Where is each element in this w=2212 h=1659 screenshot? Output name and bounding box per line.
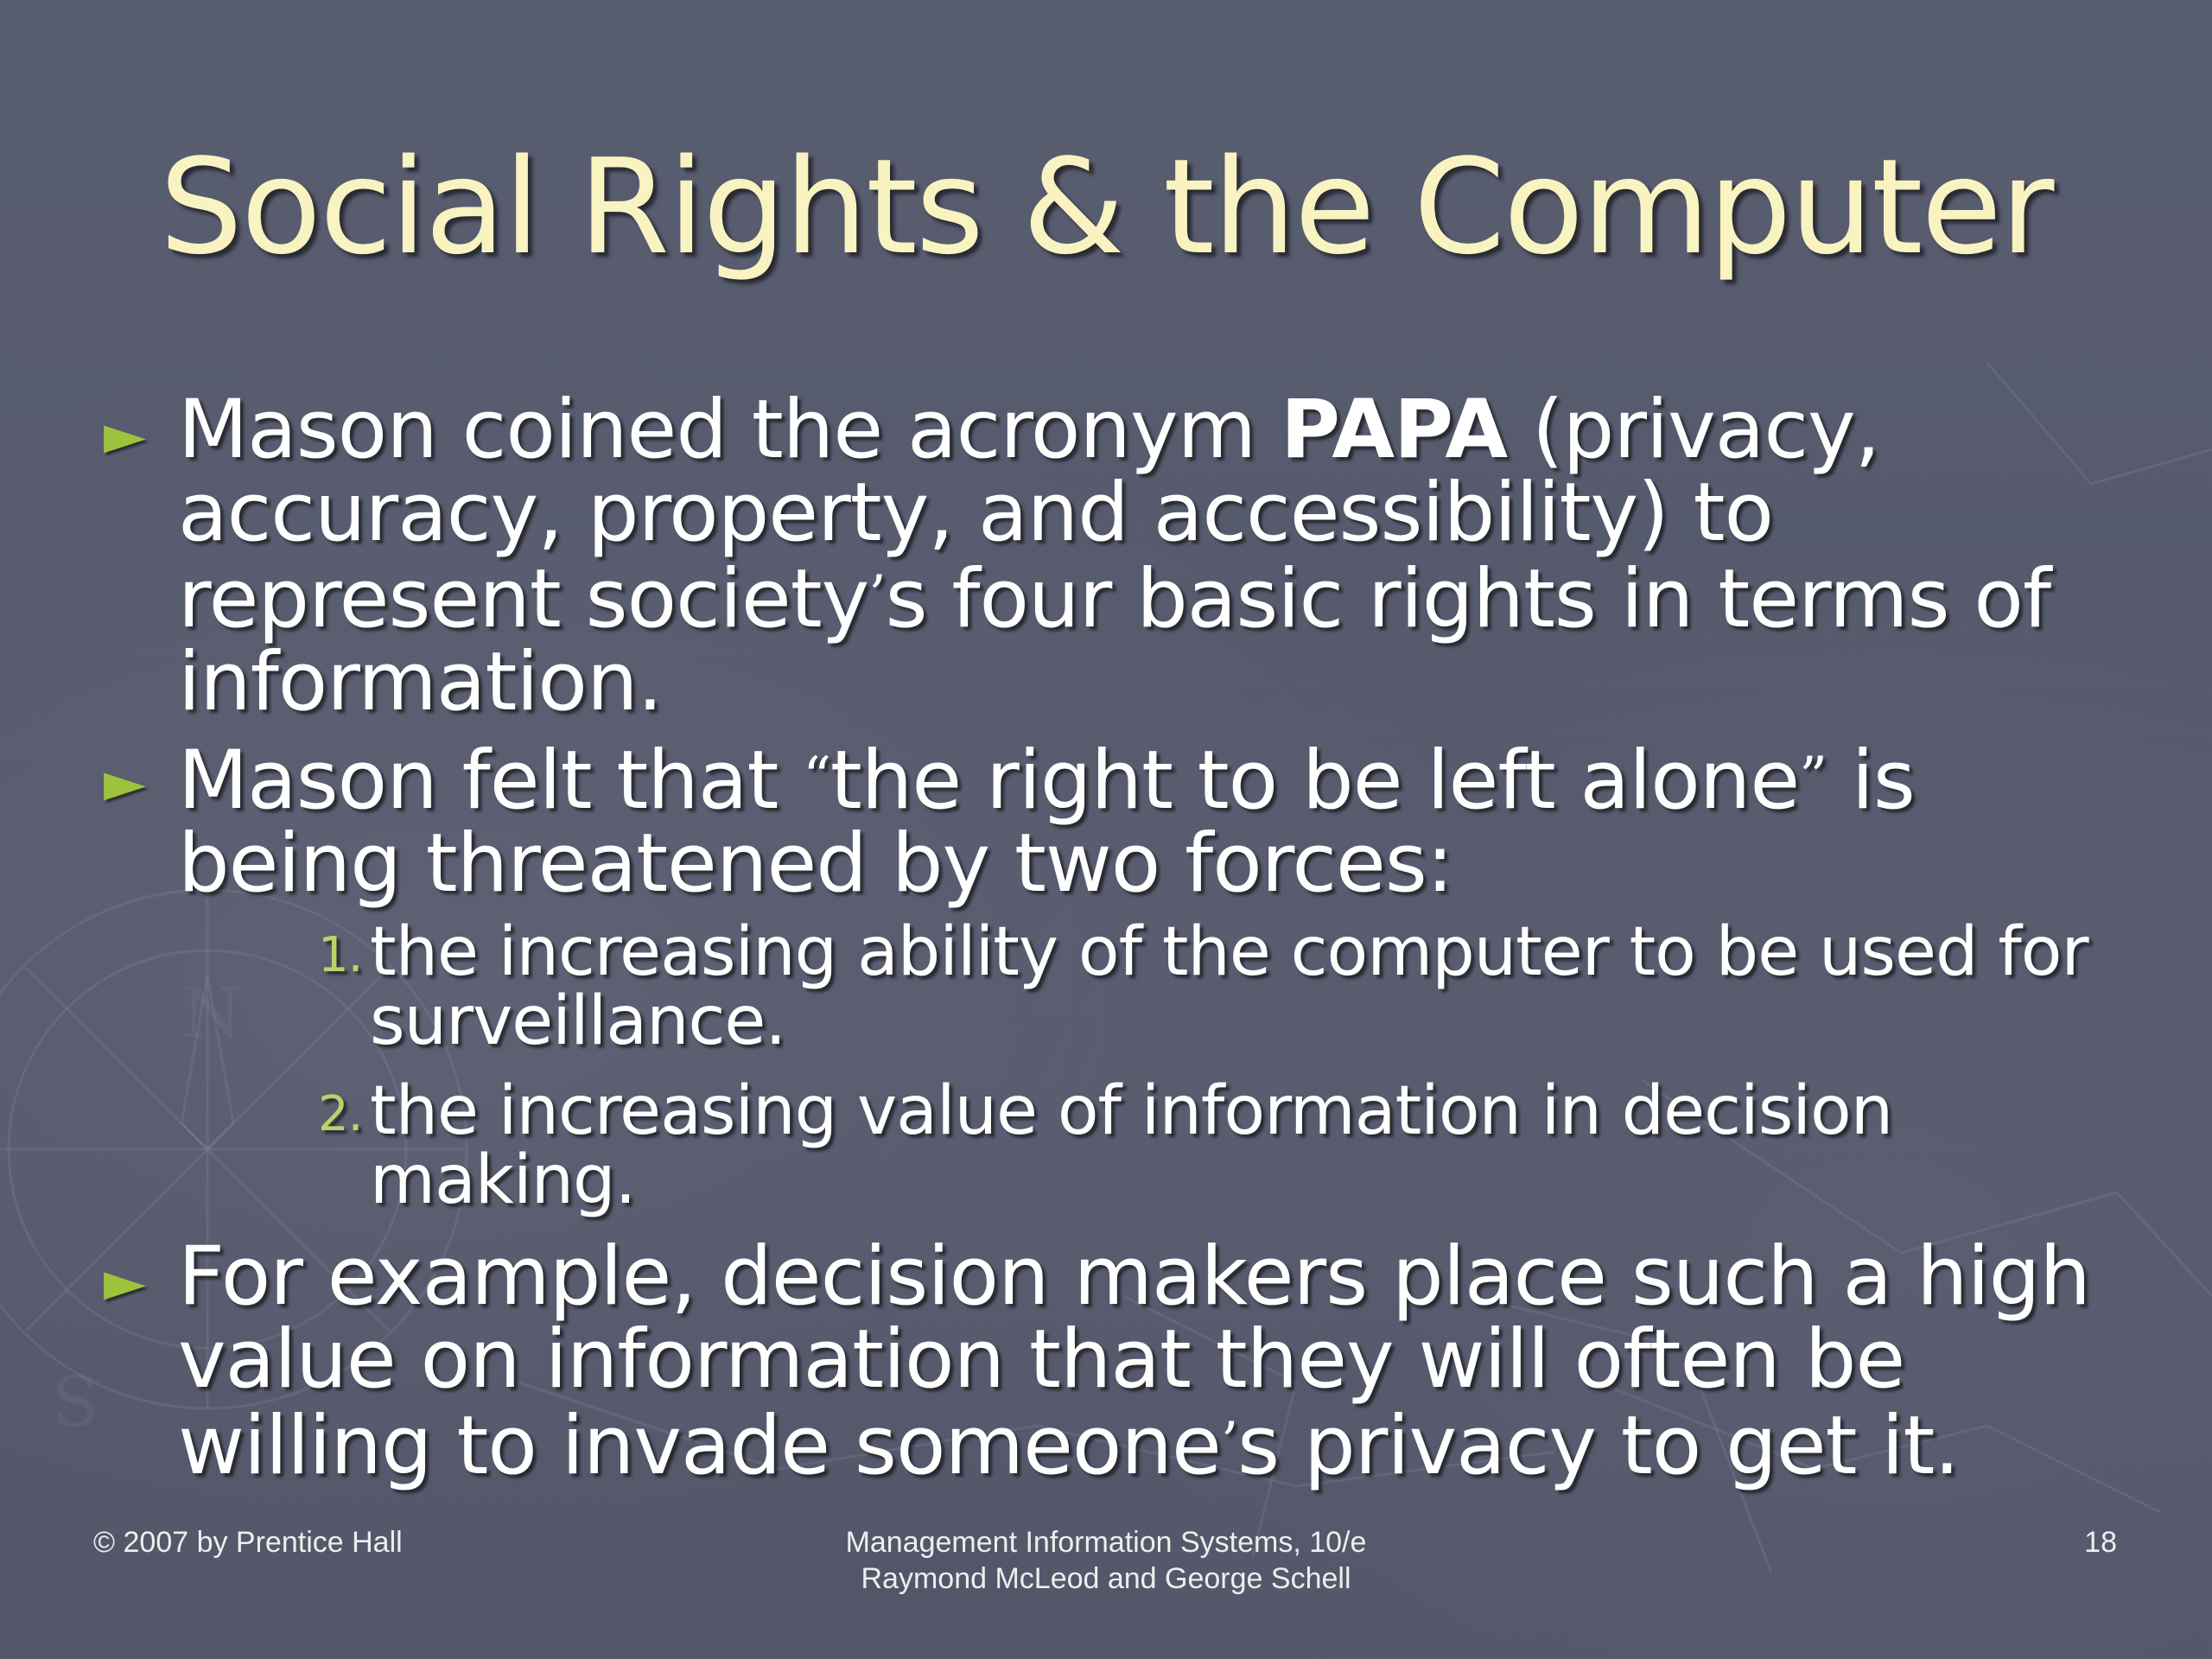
apostrophe: ’	[1220, 1411, 1238, 1475]
quoted-text: the right to be left alone	[830, 734, 1800, 828]
compass-letter-s: S	[52, 1362, 99, 1442]
bullet-text: Mason felt that	[178, 734, 804, 828]
footer-page-number: 18	[2084, 1526, 2117, 1559]
forces-list	[104, 913, 2126, 1219]
bullet-papa	[104, 383, 2126, 729]
bullet-text: For example, decision makers place such a high value on information that they will often be willing to invade someone	[178, 1230, 2090, 1493]
list-number: 2.	[318, 1086, 363, 1142]
bullet-text: (privacy, accuracy, property, and accessibility) to represent society	[178, 383, 1880, 646]
apostrophe: ’	[868, 564, 886, 628]
list-item	[104, 1072, 2126, 1219]
compass-letter-n: N	[181, 973, 242, 1053]
bullet-arrow-icon: ►	[104, 751, 146, 815]
list-item-text: the increasing value of information in decision making.	[370, 1072, 1893, 1219]
slide-title: Social Rights & the Computer	[159, 130, 2053, 283]
slide-body	[104, 383, 2126, 1500]
footer-book-title: Management Information Systems, 10/e	[845, 1526, 1367, 1559]
list-item	[104, 913, 2126, 1060]
bullet-example	[104, 1230, 2126, 1493]
bullet-text: is being threatened by two forces:	[178, 734, 1915, 911]
bullet-bold-text: PAPA	[1281, 383, 1508, 477]
close-quote: ”	[1799, 746, 1827, 810]
open-quote: “	[803, 746, 830, 810]
bullet-text: Mason coined the acronym	[178, 383, 1281, 477]
footer-book-info	[674, 1524, 1538, 1597]
bullet-text: s privacy to get it.	[1237, 1399, 1960, 1493]
footer-book-authors: Raymond McLeod and George Schell	[861, 1562, 1351, 1595]
list-number: 1.	[318, 927, 363, 983]
bullet-text: s four basic rights in terms of information.	[178, 552, 2051, 729]
bullet-arrow-icon: ►	[104, 1250, 146, 1314]
bullet-arrow-icon: ►	[104, 404, 146, 467]
list-item-text: the increasing ability of the computer to be used for surveillance.	[370, 913, 2088, 1060]
footer-copyright: © 2007 by Prentice Hall	[93, 1526, 403, 1559]
bullet-left-alone	[104, 734, 2126, 911]
